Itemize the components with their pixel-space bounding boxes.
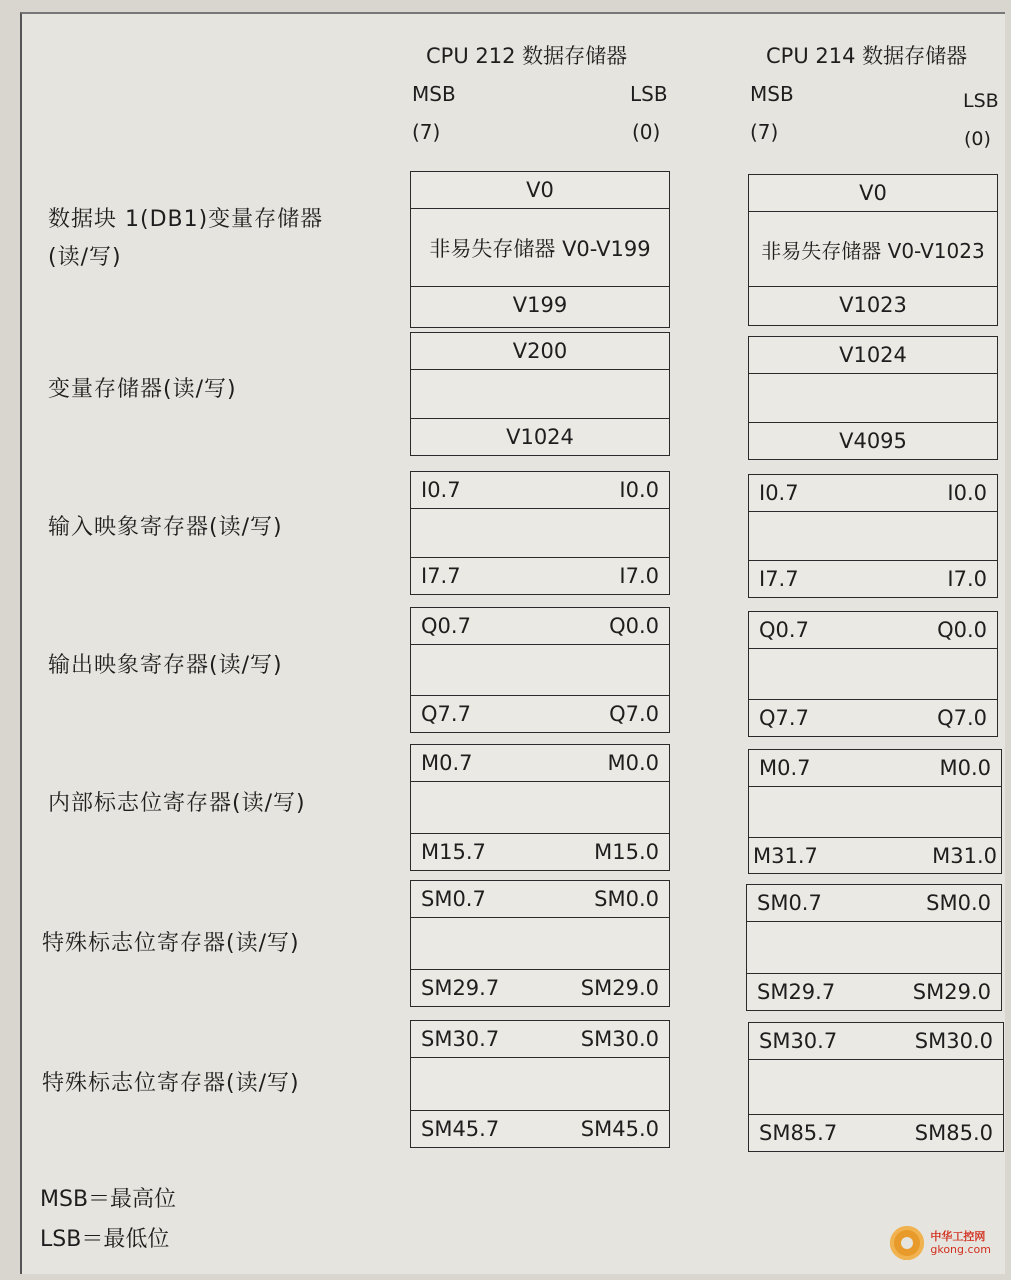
cpu214-title: CPU 214 数据存储器 (766, 44, 968, 68)
cpu212-lsb-bit: (0) (632, 120, 661, 144)
cell-mid (411, 644, 669, 696)
cell-bot (749, 838, 1001, 874)
cpu212-sm1-block (410, 880, 670, 1007)
row-label-sm2: 特殊标志位寄存器(读/写) (42, 1071, 300, 1096)
cell-bot (411, 696, 669, 732)
cell-top (411, 608, 669, 644)
cell-mid (749, 786, 1001, 838)
cell-bot (749, 1115, 1003, 1151)
cell-br: I7.0 (947, 567, 987, 591)
cell-mid (747, 921, 1001, 974)
cpu214-msb: MSB (750, 82, 794, 106)
cell-tr: SM0.0 (594, 887, 659, 911)
cpu214-lsb-bit: (0) (964, 128, 991, 150)
row-label-i: 输入映象寄存器(读/写) (48, 515, 283, 540)
cell-mid (411, 781, 669, 834)
cell-bot: V1024 (506, 425, 574, 449)
cell-bl: SM85.7 (759, 1121, 838, 1145)
cpu214-m-block (748, 749, 1002, 874)
cell-br: SM45.0 (580, 1117, 659, 1141)
watermark (890, 1226, 991, 1260)
cell-tr: I0.0 (619, 478, 659, 502)
cell-tl: SM30.7 (759, 1029, 838, 1053)
cell-tl: M0.7 (421, 751, 473, 775)
cell-tl: I0.7 (759, 481, 799, 505)
cell-top (749, 475, 997, 511)
row-label-sm1: 特殊标志位寄存器(读/写) (42, 931, 300, 956)
cell-br: SM29.0 (580, 976, 659, 1000)
cell-bot: V1023 (839, 293, 907, 317)
cpu214-db1-block (748, 174, 998, 326)
cell-tr: Q0.0 (937, 618, 987, 642)
row-label-q: 输出映象寄存器(读/写) (48, 653, 283, 678)
cpu212-msb: MSB (412, 82, 456, 106)
row-label-db1-rw: (读/写) (48, 245, 122, 270)
cell-top (749, 1023, 1003, 1059)
cell-tl: Q0.7 (421, 614, 471, 638)
cpu212-msb-bit: (7) (412, 120, 441, 144)
cpu214-sm2-block (748, 1022, 1004, 1152)
cell-br: M15.0 (594, 840, 659, 864)
gear-logo-icon (890, 1226, 924, 1260)
cpu212-title: CPU 212 数据存储器 (426, 44, 628, 68)
cell-mid (749, 373, 997, 423)
cell-top (747, 885, 1001, 921)
cell-bot (411, 558, 669, 594)
cell-top: V200 (512, 339, 568, 363)
cell-top: V0 (526, 178, 554, 202)
cpu214-sm1-block (746, 884, 1002, 1011)
cell-mid (749, 1059, 1003, 1115)
cell-tl: SM30.7 (421, 1027, 500, 1051)
legend-msb: MSB＝最高位 (40, 1187, 177, 1212)
cell-mid (411, 508, 669, 558)
cell-bl: Q7.7 (759, 706, 809, 730)
cell-br: SM85.0 (914, 1121, 993, 1145)
cell-br: Q7.0 (937, 706, 987, 730)
cell-bl: I7.7 (421, 564, 461, 588)
cpu212-sm2-block (410, 1020, 670, 1148)
cell-br: SM29.0 (912, 980, 991, 1004)
cell-br: I7.0 (619, 564, 659, 588)
cell-bl: M15.7 (421, 840, 486, 864)
cell-tr: SM30.0 (580, 1027, 659, 1051)
cell-mid (411, 369, 669, 419)
document-page (20, 12, 1005, 1274)
cell-top (411, 472, 669, 508)
cell-tr: M0.0 (607, 751, 659, 775)
cell-top (411, 881, 669, 917)
cell-bl: I7.7 (759, 567, 799, 591)
cell-top: V1024 (839, 343, 907, 367)
cell-top (411, 745, 669, 781)
cpu212-lsb: LSB (630, 82, 668, 106)
cell-br: Q7.0 (609, 702, 659, 726)
legend-lsb: LSB＝最低位 (40, 1227, 170, 1252)
cpu212-db1-block (410, 171, 670, 328)
cell-top (749, 612, 997, 648)
cell-tl: M0.7 (759, 756, 811, 780)
cell-top: V0 (859, 181, 887, 205)
cell-tr: I0.0 (947, 481, 987, 505)
cpu214-q-block (748, 611, 998, 737)
cell-bot: V199 (512, 293, 568, 317)
cpu214-lsb: LSB (963, 90, 999, 112)
cpu212-i-block (410, 471, 670, 595)
cell-bot (749, 700, 997, 736)
cell-bot (411, 970, 669, 1006)
cell-tr: SM30.0 (914, 1029, 993, 1053)
cell-tr: Q0.0 (609, 614, 659, 638)
watermark-line1: 中华工控网 (930, 1230, 986, 1243)
cell-mid (411, 917, 669, 970)
cell-top (411, 1021, 669, 1057)
cell-bl: Q7.7 (421, 702, 471, 726)
cpu214-v-block (748, 336, 998, 460)
cell-bot (411, 1111, 669, 1147)
cell-bot (411, 834, 669, 870)
row-label-v: 变量存储器(读/写) (48, 377, 237, 402)
cell-mid: 非易失存储器 V0-V1023 (749, 211, 997, 287)
cell-tl: I0.7 (421, 478, 461, 502)
cell-mid (749, 648, 997, 700)
cpu212-m-block (410, 744, 670, 871)
cell-bl: SM45.7 (421, 1117, 500, 1141)
cell-mid (411, 1057, 669, 1111)
cpu212-q-block (410, 607, 670, 733)
cpu212-v-block (410, 332, 670, 456)
cell-mid (749, 511, 997, 561)
cell-tr: SM0.0 (926, 891, 991, 915)
row-label-db1: 数据块 1(DB1)变量存储器 (48, 207, 324, 232)
cell-tl: SM0.7 (421, 887, 486, 911)
cell-br: M31.0 (932, 844, 997, 868)
cell-bot (749, 561, 997, 597)
watermark-line2: gkong.com (930, 1243, 991, 1256)
row-label-m: 内部标志位寄存器(读/写) (48, 791, 306, 816)
cpu214-i-block (748, 474, 998, 598)
cell-tl: SM0.7 (757, 891, 822, 915)
cell-bl: SM29.7 (421, 976, 500, 1000)
cpu214-msb-bit: (7) (750, 120, 779, 144)
cell-bot: V4095 (839, 429, 907, 453)
cell-tr: M0.0 (939, 756, 991, 780)
cell-mid: 非易失存储器 V0-V199 (411, 208, 669, 287)
cell-top (749, 750, 1001, 786)
cell-bot (747, 974, 1001, 1010)
cell-tl: Q0.7 (759, 618, 809, 642)
cell-bl: M31.7 (753, 844, 818, 868)
cell-bl: SM29.7 (757, 980, 836, 1004)
